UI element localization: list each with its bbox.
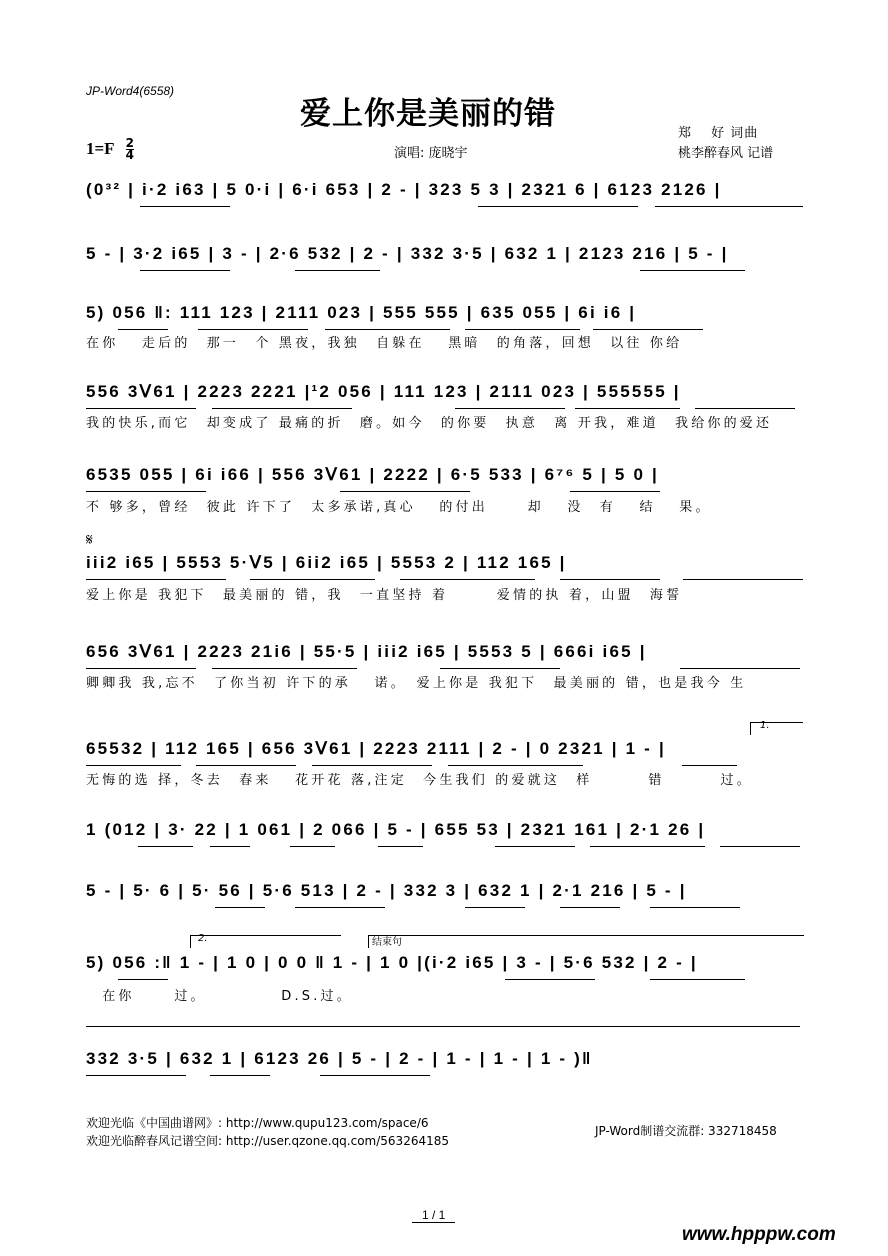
underline (478, 206, 638, 207)
underline (593, 329, 703, 330)
underline (250, 579, 375, 580)
footer-group: JP-Word制谱交流群: 332718458 (595, 1124, 777, 1138)
underline (695, 408, 795, 409)
volta-2-label: 2. (198, 933, 208, 944)
singer-credit: 演唱: 庞晓宇 (394, 146, 468, 161)
underline (290, 846, 335, 847)
key-signature (86, 138, 134, 161)
system-10-notes: 5 - | 5· 6 | 5· 56 | 5·6 513 | 2 - | 332 3 | 632 1 | 2·1 216 | 5 - | (86, 881, 687, 900)
page-number: 1 / 1 (412, 1208, 455, 1223)
underline (570, 491, 660, 492)
underline (86, 668, 196, 669)
volta-1-bracket (750, 722, 803, 735)
underline (650, 979, 745, 980)
underline (682, 765, 737, 766)
underline (720, 846, 800, 847)
system-5-lyrics: 不 够多，曾经 彼此 许下了 太多承诺,真心 的付出 却 没 有 结 果。 (86, 500, 712, 515)
underline (86, 408, 196, 409)
underline (118, 329, 168, 330)
underline (455, 408, 565, 409)
system-9-notes: 1 (012 | 3· 22 | 1 061 | 2 066 | 5 - | 655 53 | 2321 161 | 2·1 26 | (86, 820, 706, 839)
final-system-bracket (86, 1026, 800, 1027)
underline (650, 907, 740, 908)
composer-credit: 郑 好 词曲 (678, 126, 759, 141)
underline (198, 329, 308, 330)
underline (505, 979, 595, 980)
system-11-notes: 5) 056 :‖ 1 - | 1 0 | 0 0 ‖ 1 - | 1 0 |(i·2 i65 | 3 - | 5·6 532 | 2 - | (86, 953, 698, 972)
segno-sign: 𝄋 (86, 530, 93, 549)
system-11-lyrics: 在你 过。 D.S.过。 (86, 989, 353, 1004)
underline (210, 1075, 270, 1076)
underline (212, 408, 352, 409)
system-8-lyrics: 无悔的选 择，冬去 春来 花开花 落,注定 今生我们 的爱就这 样 错 过。 (86, 773, 753, 788)
underline (138, 846, 193, 847)
underline (140, 270, 230, 271)
underline (680, 668, 800, 669)
song-title: 爱上你是美丽的错 (300, 96, 556, 132)
time-signature (126, 138, 134, 161)
underline (312, 765, 432, 766)
underline (325, 329, 450, 330)
system-6-notes: iii2 i65 | 5553 5·ᐯ5 | 6ii2 i65 | 5553 2 | 112 165 | (86, 553, 567, 572)
underline (590, 846, 705, 847)
footer-link-qzone: 欢迎光临醉春风记谱空间: http://user.qzone.qq.com/563264185 (86, 1134, 450, 1148)
underline (340, 491, 470, 492)
system-4-notes: 556 3ᐯ61 | 2223 2221 |¹2 056 | 111 123 | 2111 023 | 555555 | (86, 382, 681, 401)
underline (465, 329, 580, 330)
coda-bracket (368, 935, 804, 948)
system-3-notes: 5) 056 ‖: 111 123 | 2111 023 | 555 555 | 635 055 | 6i i6 | (86, 303, 637, 322)
system-6-lyrics: 爱上你是 我犯下 最美丽的 错，我 一直坚持 着 爱情的执 着，山盟 海誓 (86, 588, 683, 603)
transcriber-credit: 桃李醉春风 记谱 (678, 146, 774, 161)
footer-link-qupu: 欢迎光临《中国曲谱网》: http://www.qupu123.com/space/6 (86, 1116, 429, 1130)
underline (196, 765, 296, 766)
system-2-notes: 5 - | 3·2 i65 | 3 - | 2·6 532 | 2 - | 332 3·5 | 632 1 | 2123 216 | 5 - | (86, 244, 729, 263)
underline (215, 907, 265, 908)
underline (400, 579, 535, 580)
key-label: 1=F (86, 139, 115, 158)
underline (560, 907, 620, 908)
system-4-lyrics: 我的快乐,而它 却变成了 最痛的折 磨。如今 的你要 执意 离 开我，难道 我给你的爱还 (86, 416, 773, 431)
time-denominator: 4 (125, 148, 135, 162)
underline (655, 206, 803, 207)
volta-1-label: 1. (760, 720, 770, 731)
underline (86, 765, 181, 766)
underline (440, 668, 560, 669)
underline (86, 579, 226, 580)
underline (140, 206, 230, 207)
coda-label: 结束句 (372, 937, 402, 948)
underline (86, 1075, 186, 1076)
underline (683, 579, 803, 580)
underline (86, 491, 206, 492)
underline (210, 846, 250, 847)
underline (465, 907, 525, 908)
watermark: www.hpppw.com (682, 1224, 836, 1245)
underline (560, 579, 660, 580)
system-3-lyrics: 在你 走后的 那一 个 黑夜，我独 自躲在 黑暗 的角落，回想 以往 你给 (86, 336, 683, 351)
system-12-notes: 332 3·5 | 632 1 | 6123 26 | 5 - | 2 - | 1 - | 1 - | 1 - )‖ (86, 1049, 593, 1068)
underline (118, 979, 168, 980)
system-1-notes: (0³² | i·2 i63 | 5 0·i | 6·i 653 | 2 - | 323 5 3 | 2321 6 | 6123 2126 | (86, 180, 722, 199)
underline (212, 668, 357, 669)
underline (320, 1075, 430, 1076)
underline (495, 846, 575, 847)
volta-2-bracket (190, 935, 341, 948)
underline (575, 408, 680, 409)
time-numerator: 2 (125, 136, 135, 150)
underline (378, 846, 423, 847)
underline (295, 907, 385, 908)
system-5-notes: 6535 055 | 6i i66 | 556 3ᐯ61 | 2222 | 6·5 533 | 6⁷⁶ 5 | 5 0 | (86, 465, 659, 484)
underline (640, 270, 745, 271)
underline (448, 765, 583, 766)
system-8-notes: 65532 | 112 165 | 656 3ᐯ61 | 2223 2111 | 2 - | 0 2321 | 1 - | (86, 739, 666, 758)
underline (295, 270, 380, 271)
system-7-notes: 656 3ᐯ61 | 2223 21i6 | 55·5 | iii2 i65 | 5553 5 | 666i i65 | (86, 642, 647, 661)
system-7-lyrics: 卿卿我 我,忘不 了你当初 许下的承 诺。 爱上你是 我犯下 最美丽的 错，也是我今 生 (86, 676, 747, 691)
software-version: JP-Word4(6558) (86, 84, 175, 98)
